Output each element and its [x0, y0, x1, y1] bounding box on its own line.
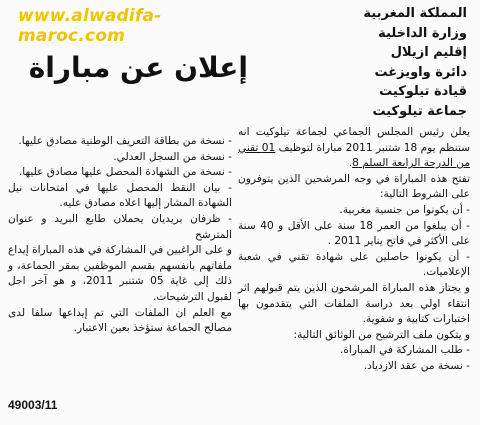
announcement-title: إعلان عن مباراة	[28, 51, 248, 84]
intro-text: يعلن رئيس المجلس الجماعي لجماعة تيلوكيت انه ستنظم يوم 18 شتنبر 2011 مباراة لتوظيف	[238, 126, 471, 154]
condition-item: - أن يبلغوا من العمر 18 سنة على الأقل و 40 سنة على الأكثر في فاتح يناير 2011 .	[238, 219, 470, 248]
header-line: إقليم ازيلال	[390, 45, 467, 60]
position-title: 01 تقني من الدرجة الرابعة السلم 8	[238, 141, 470, 170]
intro-end: .	[348, 157, 353, 170]
header-line: قيادة تيلوكيت	[379, 84, 467, 99]
document-item: - بيان النقط المحصل عليها في امتحانات نيل الشهادة المشار إليها اعلاه مصادق عليه.	[8, 181, 232, 210]
condition-item: - أن يكونوا من جنسية مغربية.	[339, 203, 470, 216]
document-item: - نسخة من بطاقة التعريف الوطنية مصادق عليها.	[18, 135, 232, 147]
header-line: دائرة واويزغت	[374, 64, 467, 80]
document-item: - طلب المشاركة في المباراة.	[339, 344, 470, 357]
document-item: - نسخة من الشهادة المحصل عليها مصادق عليها.	[18, 166, 232, 179]
paragraph: و يجتاز هذه المباراة المرشحون الذين يتم قبولهم اثر انتقاء اولي بعد دراسة الملفات التي يتقدمون بها اختبارات كتابية و شفوية.	[238, 281, 470, 326]
document-item: - ظرفان بريديان يحملان طابع البريد و عنوان المترشح	[8, 212, 232, 241]
document-item: - نسخة من عقد الازدياد.	[363, 359, 470, 372]
header-line: جماعة تيلوكيت	[372, 103, 467, 119]
paragraph: و يتكون ملف الترشيح من الوثائق التالية:	[293, 328, 470, 341]
watermark-url: www.alwadifa-maroc.com	[18, 6, 162, 46]
paragraph: و على الراغبين في المشاركة في هذه المباراة إيداع ملفاتهم بانفسهم بقسم الموظفين بمقر الجماعة، و ذلك إلى غاية 05 شتنبر 2011، و هو آخر اجل لقبول الترشيحات.	[7, 244, 233, 303]
reference-number: 49003/11	[8, 398, 58, 412]
right-column	[238, 125, 470, 375]
document-item: - نسخة من السجل العدلي.	[113, 150, 232, 163]
intro-paragraph	[238, 125, 470, 172]
official-header	[349, 4, 467, 121]
header-line: المملكة المغربية	[363, 6, 467, 21]
paragraph: تفتح هذه المباراة في وجه المرشحين الذين يتوفرون على الشروط التالية:	[238, 172, 470, 201]
paragraph: مع العلم ان الملفات التي تم إيداعها سلفا لدى مصالح الجماعة ستؤخذ بعين الاعتبار.	[8, 306, 232, 335]
header-line: وزارة الداخلية	[378, 25, 467, 41]
left-column	[8, 134, 232, 337]
condition-item: - أن يكونوا حاصلين على شهادة تقني في شعبة الإعلاميات.	[238, 250, 470, 279]
